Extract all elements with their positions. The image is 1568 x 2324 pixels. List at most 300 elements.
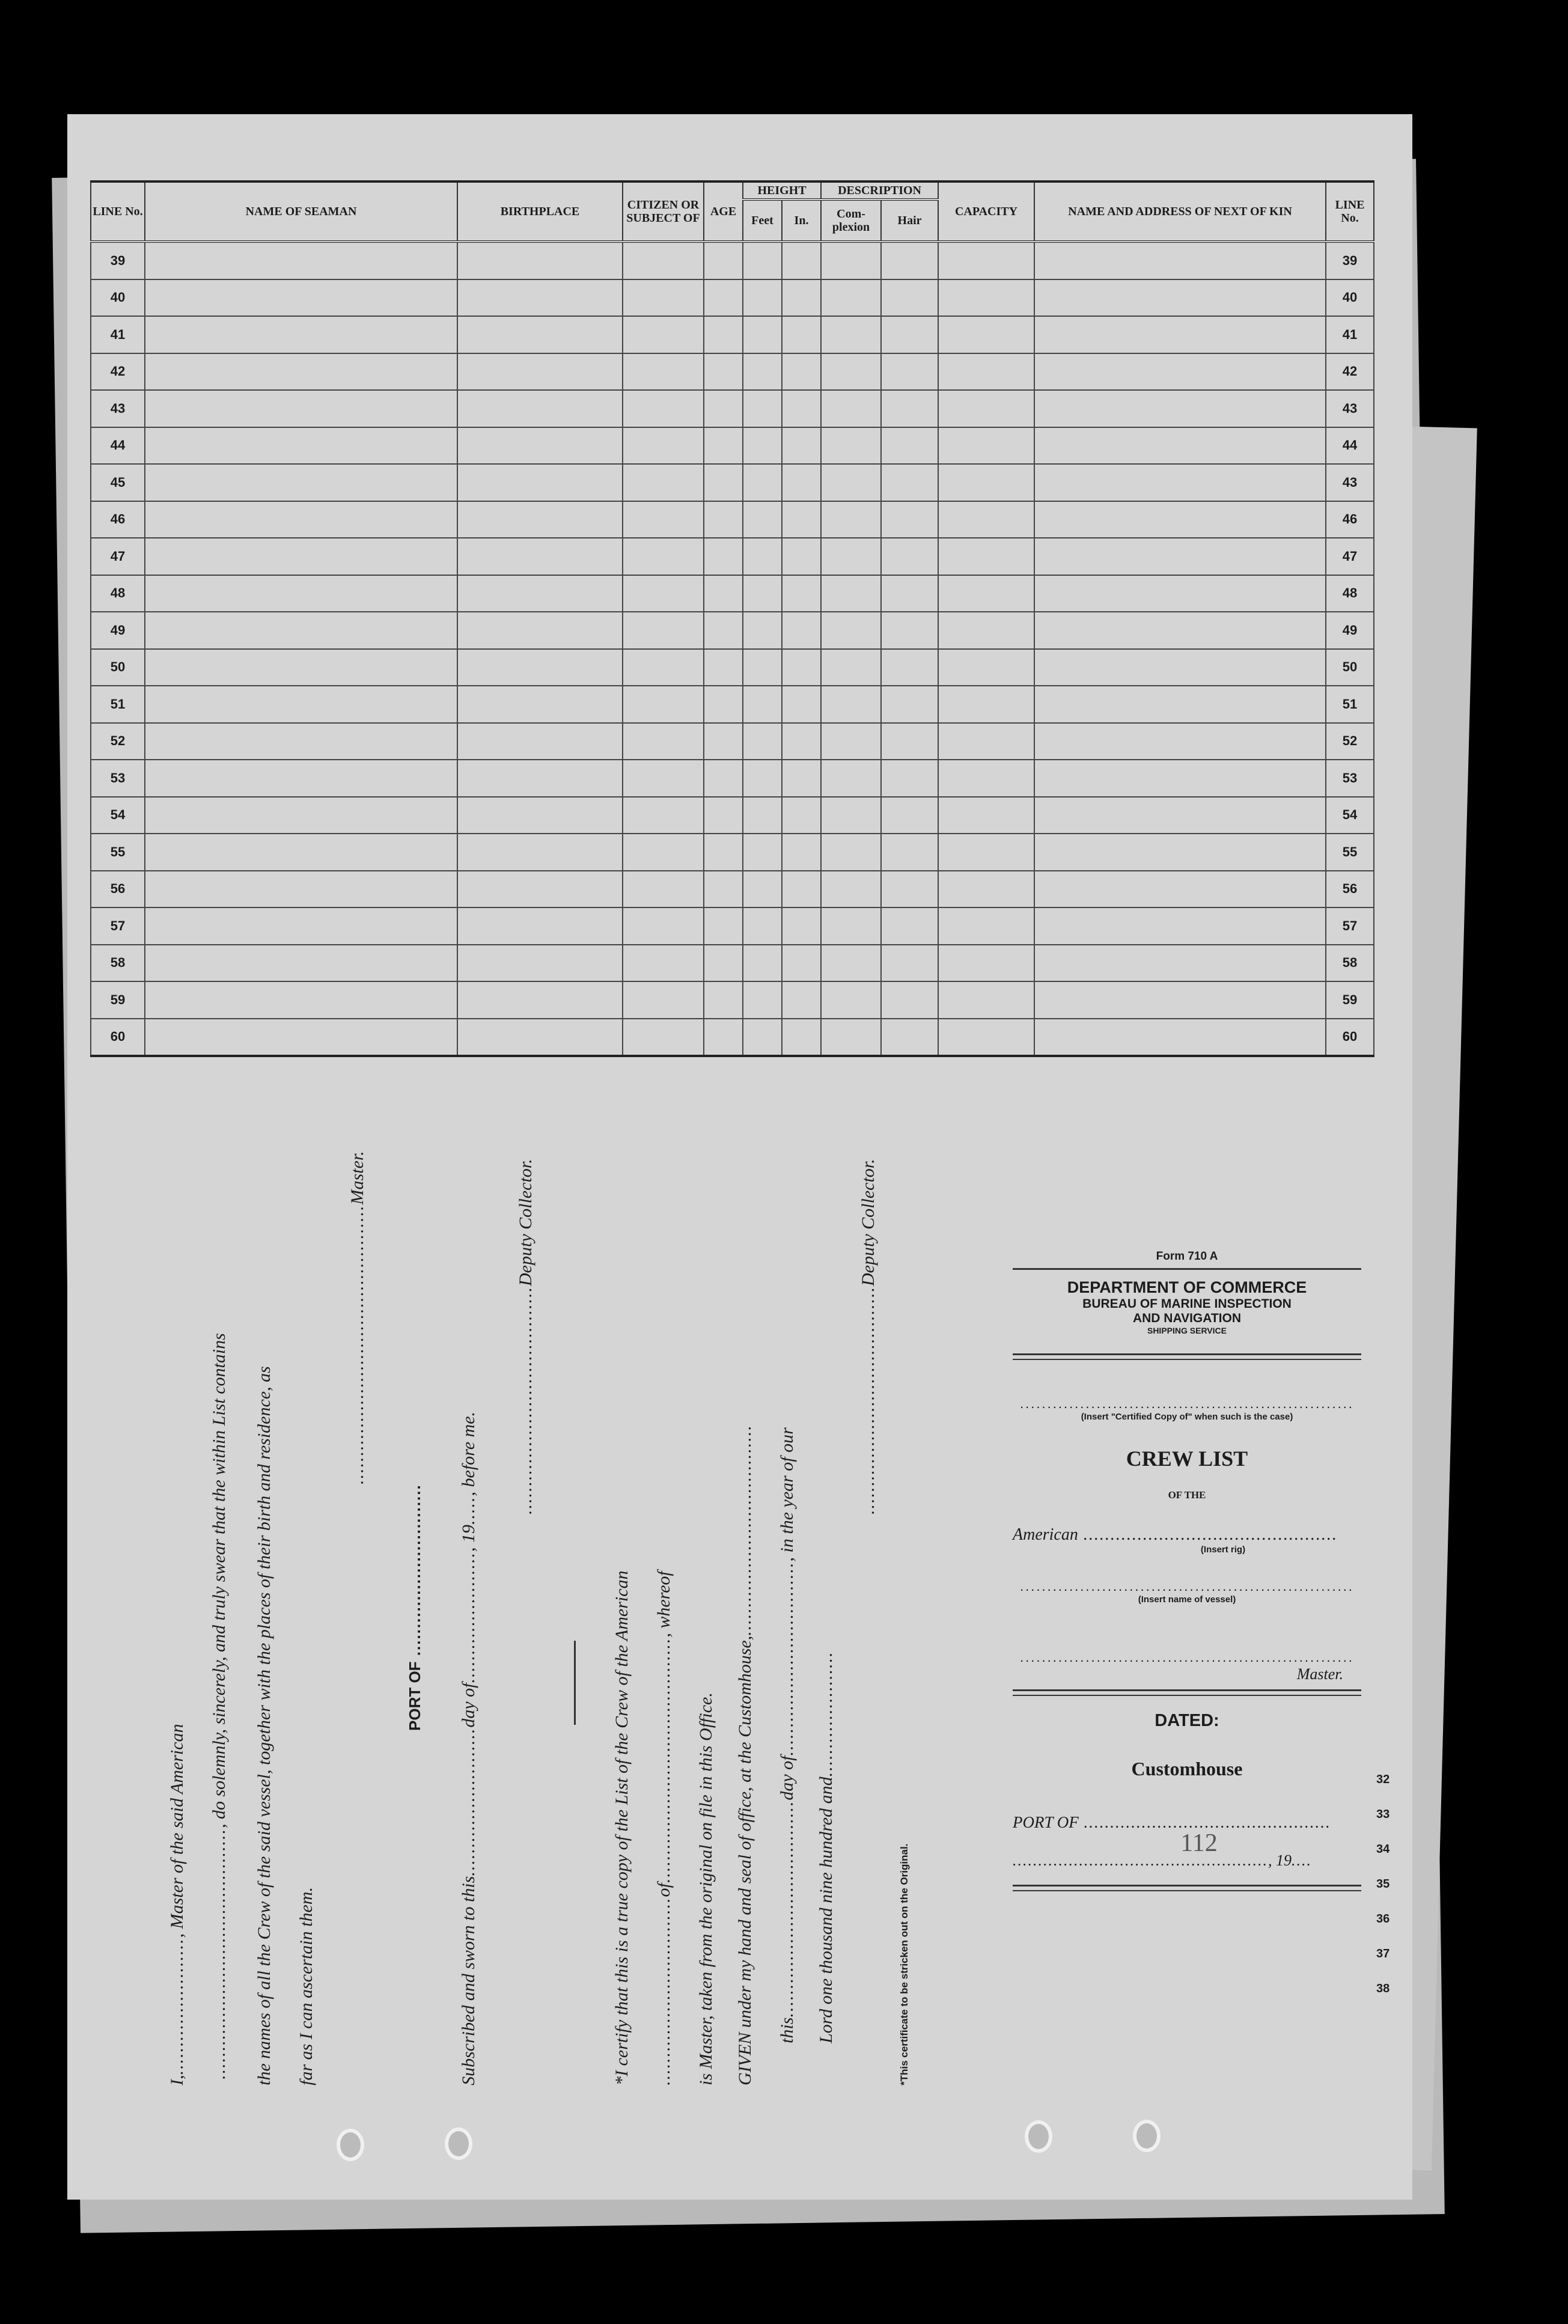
table-row	[91, 464, 1374, 501]
shipping-service: SHIPPING SERVICE	[1147, 1326, 1227, 1335]
line-number-right: 60	[1326, 1019, 1374, 1057]
table-row	[91, 981, 1374, 1019]
table-cell	[782, 279, 821, 317]
header-next-of-kin: NAME AND ADDRESS OF NEXT OF KIN	[1034, 181, 1326, 242]
table-cell	[1034, 649, 1326, 686]
crew-table-body	[91, 242, 1374, 1056]
table-cell	[881, 279, 938, 317]
oath-master-of: , Master of the said American	[167, 1724, 187, 1938]
line-number-left: 51	[91, 686, 145, 723]
table-cell	[938, 538, 1034, 575]
line-number-left: 54	[91, 797, 145, 834]
table-cell	[145, 1019, 457, 1057]
department-title: DEPARTMENT OF COMMERCE	[1067, 1278, 1307, 1296]
table-cell	[457, 242, 623, 279]
line-number-left: 52	[91, 723, 145, 760]
table-cell	[743, 279, 782, 317]
table-cell	[1034, 390, 1326, 427]
table-cell	[821, 390, 881, 427]
line-number-left: 39	[91, 242, 145, 279]
table-cell	[457, 575, 623, 612]
crew-table	[90, 180, 1374, 1057]
table-cell	[1034, 723, 1326, 760]
table-cell	[743, 464, 782, 501]
back-sheet-line-number: 34	[1376, 1843, 1390, 1856]
port-of-label: PORT OF	[1013, 1813, 1079, 1831]
table-cell	[623, 464, 704, 501]
line-number-left: 45	[91, 464, 145, 501]
table-cell	[938, 907, 1034, 945]
table-cell	[704, 723, 743, 760]
table-cell	[881, 501, 938, 538]
oath-year-of-our: , in the year of our	[777, 1427, 797, 1562]
table-row	[91, 316, 1374, 353]
table-cell	[704, 538, 743, 575]
line-number-left: 47	[91, 538, 145, 575]
table-cell	[938, 316, 1034, 353]
oath-lord: Lord one thousand nine hundred and	[816, 1777, 836, 2043]
line-number-left: 43	[91, 390, 145, 427]
table-cell	[881, 353, 938, 391]
line-number-right: 52	[1326, 723, 1374, 760]
table-cell	[782, 945, 821, 982]
table-cell	[623, 279, 704, 317]
table-row	[91, 390, 1374, 427]
table-cell	[145, 427, 457, 465]
table-cell	[457, 834, 623, 871]
table-row	[91, 575, 1374, 612]
table-cell	[938, 797, 1034, 834]
line-number-left: 41	[91, 316, 145, 353]
oath-whereof: , whereof	[654, 1571, 674, 1638]
table-cell	[457, 871, 623, 908]
american-label: American	[1013, 1525, 1078, 1544]
table-cell	[145, 723, 457, 760]
table-cell	[704, 501, 743, 538]
table-cell	[938, 464, 1034, 501]
line-number-left: 58	[91, 945, 145, 982]
table-cell	[704, 797, 743, 834]
back-sheet-line-number: 33	[1376, 1808, 1390, 1821]
table-cell	[145, 501, 457, 538]
oath-deputy-collector-2: Deputy Collector.	[858, 1159, 878, 1286]
table-cell	[704, 242, 743, 279]
table-cell	[782, 649, 821, 686]
table-cell	[1034, 907, 1326, 945]
table-row	[91, 353, 1374, 391]
oath-i: I,	[167, 2075, 187, 2085]
table-cell	[145, 907, 457, 945]
table-cell	[743, 575, 782, 612]
oath-deputy-collector-1: Deputy Collector.	[516, 1159, 535, 1286]
table-cell	[743, 797, 782, 834]
table-cell	[704, 834, 743, 871]
table-cell	[881, 1019, 938, 1057]
table-cell	[743, 871, 782, 908]
oath-master: Master.	[347, 1151, 367, 1205]
table-cell	[704, 686, 743, 723]
table-cell	[623, 242, 704, 279]
table-cell	[821, 242, 881, 279]
line-number-right: 57	[1326, 907, 1374, 945]
table-cell	[938, 723, 1034, 760]
table-cell	[782, 353, 821, 391]
table-cell	[623, 871, 704, 908]
table-row	[91, 797, 1374, 834]
line-number-right: 42	[1326, 353, 1374, 391]
header-name-of-seaman: NAME OF SEAMAN	[145, 181, 457, 242]
line-number-right: 39	[1326, 242, 1374, 279]
table-cell	[145, 316, 457, 353]
line-number-right: 41	[1326, 316, 1374, 353]
table-cell	[938, 649, 1034, 686]
line-number-left: 59	[91, 981, 145, 1019]
table-cell	[881, 945, 938, 982]
table-cell	[782, 612, 821, 649]
table-cell	[782, 464, 821, 501]
certified-copy-note: (Insert "Certified Copy of" when such is the case)	[1081, 1412, 1293, 1422]
table-cell	[704, 390, 743, 427]
table-cell	[821, 907, 881, 945]
table-cell	[743, 981, 782, 1019]
table-cell	[623, 797, 704, 834]
table-cell	[743, 760, 782, 797]
table-cell	[1034, 353, 1326, 391]
table-cell	[938, 390, 1034, 427]
table-cell	[938, 945, 1034, 982]
table-cell	[1034, 945, 1326, 982]
table-cell	[782, 316, 821, 353]
table-cell	[1034, 464, 1326, 501]
table-cell	[623, 760, 704, 797]
table-cell	[145, 242, 457, 279]
table-cell	[145, 538, 457, 575]
table-cell	[821, 464, 881, 501]
line-number-right: 40	[1326, 279, 1374, 317]
table-cell	[1034, 279, 1326, 317]
table-cell	[623, 723, 704, 760]
table-cell	[938, 1019, 1034, 1057]
table-cell	[938, 981, 1034, 1019]
table-cell	[704, 981, 743, 1019]
table-cell	[704, 464, 743, 501]
table-cell	[938, 427, 1034, 465]
table-row	[91, 760, 1374, 797]
table-cell	[704, 649, 743, 686]
line-number-left: 40	[91, 279, 145, 317]
table-row	[91, 686, 1374, 723]
line-number-left: 50	[91, 649, 145, 686]
table-cell	[1034, 760, 1326, 797]
table-row	[91, 279, 1374, 317]
oath-ascertain: far as I can ascertain them.	[296, 1887, 316, 2085]
line-number-left: 46	[91, 501, 145, 538]
table-cell	[821, 612, 881, 649]
table-cell	[457, 981, 623, 1019]
form-number: Form 710 A	[1156, 1250, 1218, 1263]
table-row	[91, 834, 1374, 871]
table-cell	[704, 907, 743, 945]
table-cell	[881, 797, 938, 834]
line-number-right: 44	[1326, 427, 1374, 465]
line-number-right: 46	[1326, 501, 1374, 538]
oath-swear: , do solemnly, sincerely, and truly swear that the within List contains	[209, 1333, 229, 1828]
table-cell	[821, 427, 881, 465]
of-the: OF THE	[1168, 1489, 1206, 1501]
table-cell	[1034, 797, 1326, 834]
oath-is-master: is Master, taken from the original on file in this Office.	[696, 1692, 716, 2085]
table-cell	[145, 981, 457, 1019]
crew-list-title: CREW LIST	[1126, 1447, 1248, 1471]
table-cell	[457, 760, 623, 797]
table-cell	[457, 316, 623, 353]
table-cell	[145, 279, 457, 317]
table-cell	[938, 686, 1034, 723]
line-number-left: 53	[91, 760, 145, 797]
table-row	[91, 612, 1374, 649]
table-cell	[743, 723, 782, 760]
form-cover-block: Form 710 A DEPARTMENT OF COMMERCE BUREAU OF MARINE INSPECTION AND NAVIGATION SHIPPING SERVICE ............................................................. (Insert "Certified Copy of" when such is the case) CREW LIST OF THE American ............................................... (Insert rig) ............................................................. (Insert name of vessel) ............................................................. Master. DATED: Customhouse PORT OF ............................................... 112 .................................................., 19....	[1013, 1250, 1361, 1891]
table-cell	[821, 981, 881, 1019]
table-cell	[782, 242, 821, 279]
line-number-right: 56	[1326, 871, 1374, 908]
table-cell	[743, 612, 782, 649]
table-cell	[1034, 834, 1326, 871]
table-cell	[938, 279, 1034, 317]
table-cell	[881, 427, 938, 465]
table-cell	[881, 981, 938, 1019]
line-number-right: 58	[1326, 945, 1374, 982]
oath-given: GIVEN under my hand and seal of office, at the Customhouse,	[735, 1635, 755, 2085]
table-cell	[145, 686, 457, 723]
table-cell	[881, 723, 938, 760]
insert-rig-note: (Insert rig)	[1200, 1545, 1246, 1555]
table-cell	[881, 649, 938, 686]
table-cell	[457, 612, 623, 649]
line-number-right: 49	[1326, 612, 1374, 649]
header-age: AGE	[704, 181, 743, 242]
oath-day-of: day of	[459, 1683, 478, 1728]
line-number-left: 60	[91, 1019, 145, 1057]
table-cell	[938, 575, 1034, 612]
table-cell	[623, 945, 704, 982]
table-cell	[704, 575, 743, 612]
table-cell	[821, 723, 881, 760]
line-number-left: 55	[91, 834, 145, 871]
table-cell	[821, 797, 881, 834]
table-cell	[821, 316, 881, 353]
table-row	[91, 501, 1374, 538]
table-cell	[782, 501, 821, 538]
table-cell	[623, 834, 704, 871]
line-number-left: 48	[91, 575, 145, 612]
table-cell	[145, 834, 457, 871]
table-cell	[1034, 575, 1326, 612]
table-cell	[457, 353, 623, 391]
table-cell	[743, 353, 782, 391]
line-number-right: 51	[1326, 686, 1374, 723]
table-cell	[704, 871, 743, 908]
table-cell	[743, 501, 782, 538]
table-cell	[938, 612, 1034, 649]
table-cell	[704, 279, 743, 317]
oath-certify: *I certify that this is a true copy of the List of the Crew of the American	[612, 1570, 632, 2085]
table-row	[91, 945, 1374, 982]
header-complexion: Com- plexion	[821, 200, 881, 242]
table-cell	[1034, 427, 1326, 465]
punch-hole	[1133, 2120, 1161, 2152]
table-row	[91, 871, 1374, 908]
table-cell	[743, 834, 782, 871]
table-cell	[1034, 1019, 1326, 1057]
table-cell	[821, 575, 881, 612]
table-cell	[623, 1019, 704, 1057]
table-cell	[938, 242, 1034, 279]
header-line-no-right: LINE No.	[1326, 181, 1374, 242]
oath-subscribed: Subscribed and sworn to this	[459, 1876, 478, 2085]
line-number-right: 43	[1326, 390, 1374, 427]
table-cell	[821, 834, 881, 871]
line-number-right: 59	[1326, 981, 1374, 1019]
table-cell	[145, 760, 457, 797]
table-cell	[623, 981, 704, 1019]
table-cell	[1034, 871, 1326, 908]
table-cell	[623, 427, 704, 465]
table-cell	[881, 612, 938, 649]
table-cell	[821, 279, 881, 317]
table-cell	[457, 390, 623, 427]
insert-name-note: (Insert name of vessel)	[1138, 1594, 1236, 1605]
table-cell	[821, 871, 881, 908]
table-cell	[623, 907, 704, 945]
table-cell	[782, 390, 821, 427]
table-cell	[782, 1019, 821, 1057]
table-row	[91, 723, 1374, 760]
table-cell	[457, 538, 623, 575]
table-row	[91, 242, 1374, 279]
table-cell	[743, 686, 782, 723]
table-cell	[145, 464, 457, 501]
table-cell	[743, 316, 782, 353]
table-cell	[881, 686, 938, 723]
oath-names: the names of all the Crew of the said vessel, together with the places of their birth and residence, as	[254, 1366, 274, 2085]
table-cell	[457, 723, 623, 760]
table-cell	[704, 1019, 743, 1057]
table-cell	[743, 907, 782, 945]
line-number-right: 43	[1326, 464, 1374, 501]
table-cell	[145, 612, 457, 649]
table-cell	[821, 686, 881, 723]
table-cell	[704, 945, 743, 982]
header-description: DESCRIPTION	[821, 181, 938, 200]
back-sheet-line-number: 37	[1376, 1947, 1390, 1960]
table-cell	[743, 242, 782, 279]
table-cell	[743, 427, 782, 465]
line-number-left: 49	[91, 612, 145, 649]
table-cell	[457, 797, 623, 834]
table-row	[91, 907, 1374, 945]
oath-port-of: PORT OF	[406, 1661, 424, 1731]
table-cell	[145, 353, 457, 391]
oath-block: I,........................, Master of the said American ............................................, do solemnly, sincerely, and truly swear that the within List contains the names of all the Crew of the said vessel, together with the places of their birth and residence, as far as I can ascertain them. .................................................Master. PORT OF ............................... Subscribed and sworn to this..........................day of......................., 19....., before me. ........................................Deputy Collector. *I certify that this is a true copy of the List of the Crew of the American .................................of..........................................., whereof is Master, taken from the original on file in this Office. GIVEN under my hand and seal of office, at the Customhouse,..................................... this......................................day of.................................., in the year of our Lord one thousand nine hundred and...................... ........................................Deputy Collector. *This certificate to be stricken out on the Original.	[167, 1151, 910, 2085]
table-cell	[1034, 612, 1326, 649]
back-sheet-line-number: 36	[1376, 1912, 1390, 1926]
table-cell	[938, 871, 1034, 908]
table-cell	[881, 242, 938, 279]
line-number-right: 48	[1326, 575, 1374, 612]
back-sheet-line-number: 38	[1376, 1982, 1390, 1995]
table-cell	[881, 538, 938, 575]
customhouse-label: Customhouse	[1131, 1758, 1243, 1780]
table-cell	[1034, 501, 1326, 538]
table-row	[91, 1019, 1374, 1057]
table-cell	[623, 501, 704, 538]
table-row	[91, 538, 1374, 575]
table-cell	[821, 945, 881, 982]
table-cell	[743, 538, 782, 575]
header-line-no: LINE No.	[91, 181, 145, 242]
table-cell	[623, 575, 704, 612]
table-cell	[938, 834, 1034, 871]
table-cell	[457, 279, 623, 317]
table-cell	[821, 353, 881, 391]
oath-19: , 19	[459, 1524, 478, 1552]
table-cell	[881, 316, 938, 353]
table-cell	[145, 797, 457, 834]
table-cell	[1034, 316, 1326, 353]
table-cell	[623, 649, 704, 686]
table-cell	[704, 427, 743, 465]
bureau-line-2: AND NAVIGATION	[1132, 1311, 1242, 1325]
line-number-right: 50	[1326, 649, 1374, 686]
table-cell	[743, 649, 782, 686]
table-cell	[743, 390, 782, 427]
table-cell	[704, 316, 743, 353]
table-cell	[743, 1019, 782, 1057]
table-row	[91, 649, 1374, 686]
header-citizen: CITIZEN OR SUBJECT OF	[623, 181, 704, 242]
table-cell	[782, 575, 821, 612]
line-number-left: 56	[91, 871, 145, 908]
table-cell	[782, 834, 821, 871]
back-sheet-line-number: 35	[1376, 1877, 1390, 1891]
table-cell	[457, 501, 623, 538]
table-cell	[457, 945, 623, 982]
table-cell	[938, 501, 1034, 538]
table-cell	[457, 907, 623, 945]
year-label: , 19	[1268, 1852, 1292, 1869]
table-cell	[938, 760, 1034, 797]
table-cell	[782, 686, 821, 723]
table-cell	[881, 834, 938, 871]
table-cell	[938, 353, 1034, 391]
table-cell	[1034, 242, 1326, 279]
header-capacity: CAPACITY	[938, 181, 1034, 242]
table-cell	[782, 723, 821, 760]
header-birthplace: BIRTHPLACE	[457, 181, 623, 242]
header-inches: In.	[782, 200, 821, 242]
table-cell	[881, 760, 938, 797]
punch-hole	[337, 2129, 364, 2161]
table-cell	[145, 871, 457, 908]
header-hair: Hair	[881, 200, 938, 242]
line-number-right: 55	[1326, 834, 1374, 871]
oath-footnote: *This certificate to be stricken out on the Original.	[898, 1843, 910, 2085]
stamp-number: 112	[1180, 1829, 1218, 1857]
table-cell	[782, 871, 821, 908]
line-number-left: 42	[91, 353, 145, 391]
table-cell	[821, 1019, 881, 1057]
